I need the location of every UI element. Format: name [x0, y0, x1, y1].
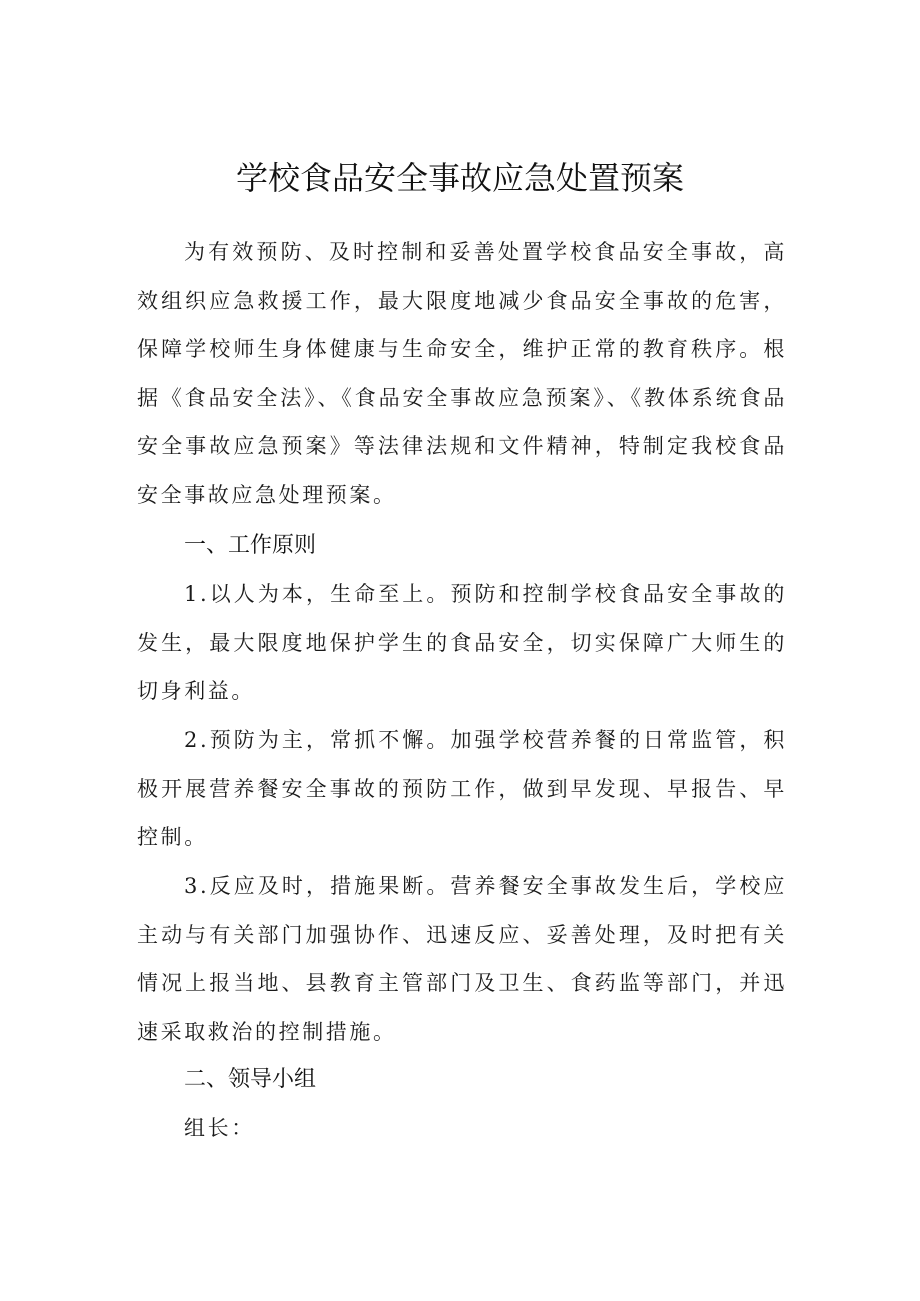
principle-item-1: 1.以人为本，生命至上。预防和控制学校食品安全事故的发生，最大限度地保护学生的食品安全，切实保障广大师生的切身利益。 — [137, 582, 787, 703]
leader-label: 组长： — [184, 1116, 255, 1140]
section-heading-leadership: 二、领导小组 — [184, 1067, 317, 1092]
section-heading-principles: 一、工作原则 — [184, 533, 317, 558]
intro-paragraph: 为有效预防、及时控制和妥善处置学校食品安全事故，高效组织应急救援工作，最大限度地减少食品安全事故的危害，保障学校师生身体健康与生命安全，维护正常的教育秩序。根据《食品安全法》、《食品安全事故应急预案》、《教体系统食品安全事故应急预案》等法律法规和文件精神，特制定我校食品安全事故应急处理预案。 — [137, 240, 787, 507]
document-title: 学校食品安全事故应急处置预案 — [235, 159, 684, 197]
principle-item-3: 3.反应及时，措施果断。营养餐安全事故发生后，学校应主动与有关部门加强协作、迅速反应、妥善处理，及时把有关情况上报当地、县教育主管部门及卫生、食药监等部门，并迅速采取救治的控制措施。 — [137, 874, 787, 1044]
principle-item-2: 2.预防为主，常抓不懈。加强学校营养餐的日常监管，积极开展营养餐安全事故的预防工作，做到早发现、早报告、早控制。 — [137, 728, 787, 849]
